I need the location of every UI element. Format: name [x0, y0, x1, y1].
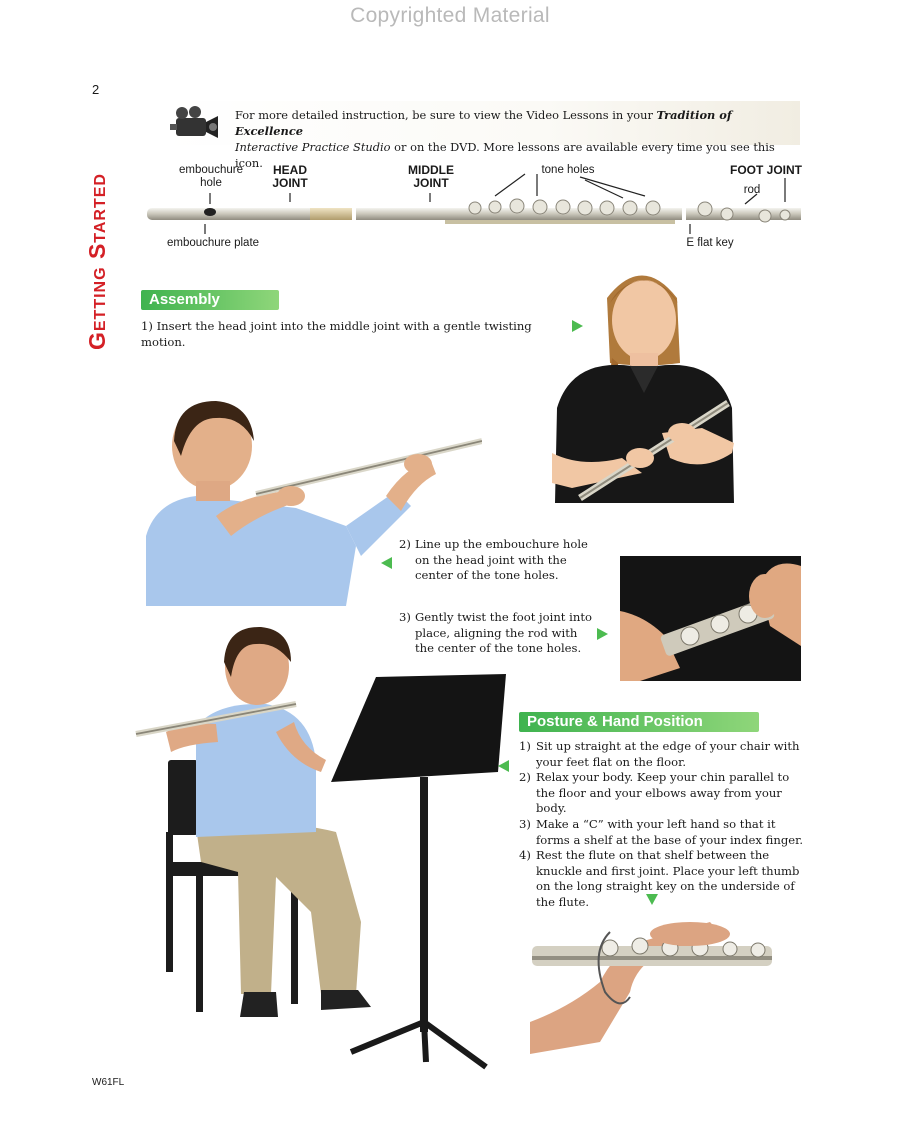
posture-steps-list [519, 739, 809, 911]
label-embouchure-plate: embouchure plate [166, 237, 260, 249]
label-middle-joint: MIDDLE JOINT [408, 163, 454, 190]
label-e-flat-key: E flat key [686, 237, 734, 249]
posture-step-1: 1) Sit up straight at the edge of your chair with your feet flat on the floor. [519, 739, 800, 769]
assembly-step-1: 1) Insert the head joint into the middle joint with a gentle twisting motion. [141, 319, 532, 349]
posture-step-4: 4) Rest the flute on that shelf between the knuckle and first joint. Place your left thumb on the long straight key on the underside of the flute. [519, 848, 800, 909]
arrow-down-icon [646, 894, 658, 905]
label-tone-holes: tone holes [541, 164, 595, 176]
label-foot-joint: FOOT JOINT [730, 163, 802, 177]
video-note-text: For more detailed instruction, be sure to view the Video Lessons in your Tradition of Excellence Interactive Practice Studio or on the DVD. More lessons are available every time you see this icon. [235, 108, 775, 170]
assembly-step-2: 2) Line up the embouchure hole on the head joint with the center of the tone holes. [399, 537, 588, 582]
arrow-right-icon [597, 628, 608, 640]
label-embouchure-hole: embouchure hole [179, 164, 243, 189]
video-camera-icon [168, 104, 222, 148]
photo-left-hand-position [530, 912, 775, 1054]
label-head-joint: HEAD JOINT [272, 163, 308, 190]
photo-seated-playing-posture [126, 622, 508, 1072]
posture-heading: Posture & Hand Position [519, 712, 759, 732]
section-title: Getting Started [84, 173, 110, 350]
arrow-left-icon [498, 760, 509, 772]
flute-diagram [145, 162, 805, 258]
copyright-watermark: Copyrighted Material [350, 4, 550, 27]
photo-twisting-foot-joint [620, 556, 801, 681]
label-rod: rod [743, 184, 761, 196]
footer-code: W61FL [92, 1077, 125, 1088]
posture-step-3: 3) Make a “C” with your left hand so that it forms a shelf at the base of your index finger. [519, 816, 804, 847]
assembly-heading: Assembly [141, 290, 279, 310]
photo-girl-holding-flute [552, 258, 737, 503]
assembly-step-3: 3) Gently twist the foot joint into place, aligning the rod with the center of the tone holes. [399, 610, 592, 655]
page-number: 2 [92, 82, 100, 97]
arrow-left-icon [381, 557, 392, 569]
posture-step-2: 2) Relax your body. Keep your chin parallel to the floor and your elbows away from your body. [519, 770, 790, 816]
